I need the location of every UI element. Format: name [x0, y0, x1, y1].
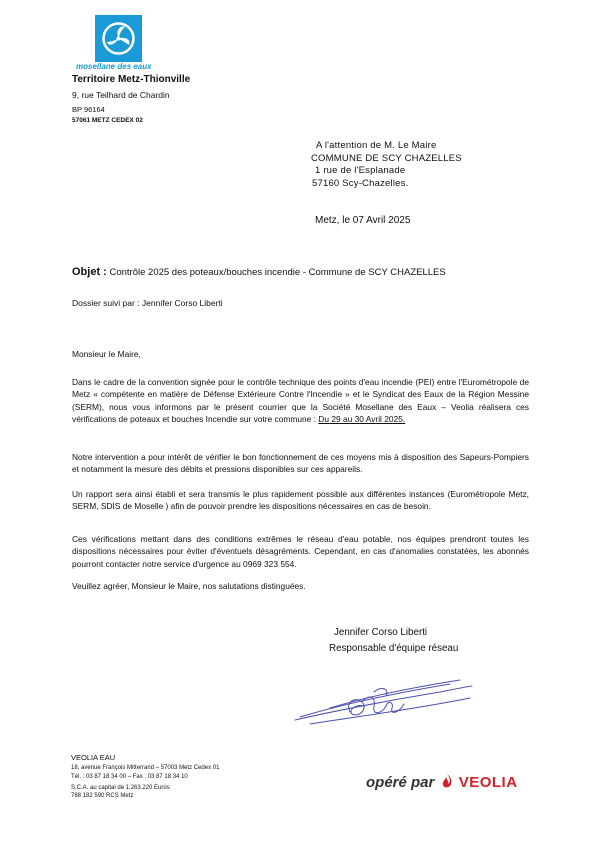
recipient-city: 57160 Scy-Chazelles. — [312, 178, 409, 189]
subject-line — [72, 266, 446, 278]
salutation: Monsieur le Maire, — [72, 349, 141, 359]
sender-title: Territoire Metz-Thionville — [72, 74, 191, 85]
paragraph-3: Un rapport sera ainsi établi et sera transmis le plus rapidement possible aux différentes instances (Eurométropole Metz, SERM, SDIS de Moselle ) afin de pouvoir prendre les dispositions nécessaires en cas de besoin. — [72, 489, 529, 512]
subject-label: Objet : — [72, 266, 107, 278]
company-logo — [95, 15, 142, 62]
footer-address: 18, avenue François Mitterrand – 57003 Metz Cedex 01 — [71, 765, 220, 771]
paragraph-1 — [72, 376, 529, 426]
triskelion-logo-icon — [95, 15, 142, 62]
footer-capital: S.C.A. au capital de 1.263.220 Euros — [71, 785, 170, 791]
signatory-name: Jennifer Corso Liberti — [334, 627, 428, 638]
letter-date: Metz, le 07 Avril 2025 — [315, 215, 411, 226]
signatory-role: Responsable d'équipe réseau — [329, 643, 459, 654]
logo-text: mosellane des eaux — [76, 62, 152, 71]
footer-rcs: 788 182 590 RCS Metz — [71, 793, 134, 799]
operated-prefix: opéré par — [366, 774, 435, 791]
paragraph-4: Ces vérifications mettant dans des conditions extrêmes le réseau d'eau potable, nos équipes prendront toutes les dispositions nécessaires pour éviter d'éventuels désagréments. Cependant, en cas d'anomalies constatées, les abonnés pourront contacter notre service d'urgence au 0969 323 554. — [72, 534, 529, 569]
veolia-brand: VEOLIA — [458, 774, 518, 791]
footer-phone: Tél. : 03 87 18 34 00 – Fax : 03 87 18 34 10 — [71, 774, 188, 780]
handwritten-signature — [290, 672, 480, 732]
veolia-flame-icon — [439, 773, 455, 789]
operated-by-veolia — [366, 773, 518, 791]
subject-text: Contrôle 2025 des poteaux/bouches incendie - Commune de SCY CHAZELLES — [109, 267, 446, 278]
recipient-attention: A l'attention de M. Le Maire — [316, 140, 437, 151]
sender-address-line3: 57061 METZ CEDEX 02 — [72, 117, 143, 124]
sender-address-line2: BP 96164 — [72, 105, 105, 114]
paragraph-2: Notre intervention a pour intérêt de vérifier le bon fonctionnement de ces moyens mis à disposition des Sapeurs-Pompiers et notamment la mesure des débits et pressions disponibles sur ces appareils. — [72, 452, 529, 475]
closing-formula: Veuillez agréer, Monsieur le Maire, nos salutations distinguées. — [72, 581, 306, 591]
recipient-street: 1 rue de l'Esplanade — [315, 165, 406, 176]
footer-company: VEOLIA EAU — [71, 753, 116, 762]
intervention-dates: Du 29 au 30 Avril 2025. — [318, 414, 406, 425]
dossier-line: Dossier suivi par : Jennifer Corso Liberti — [72, 298, 223, 308]
paragraph-1-text: Dans le cadre de la convention signée pour le contrôle technique des points d'eau incendie (PEI) entre l'Eurométropole de Metz « compétente en matière de Défense Extérieure Contre l'Incendie » et le Syndicat des Eaux de la Région Messine (SERM), nous vous informons par le présent courrier que la Société Mosellane des Eaux – Veolia réalisera ces vérifications de poteaux et bouches Incendie sur votre commune : — [72, 377, 529, 425]
sender-address-line1: 9, rue Teilhard de Chardin — [72, 90, 170, 100]
recipient-commune: COMMUNE DE SCY CHAZELLES — [311, 153, 462, 164]
